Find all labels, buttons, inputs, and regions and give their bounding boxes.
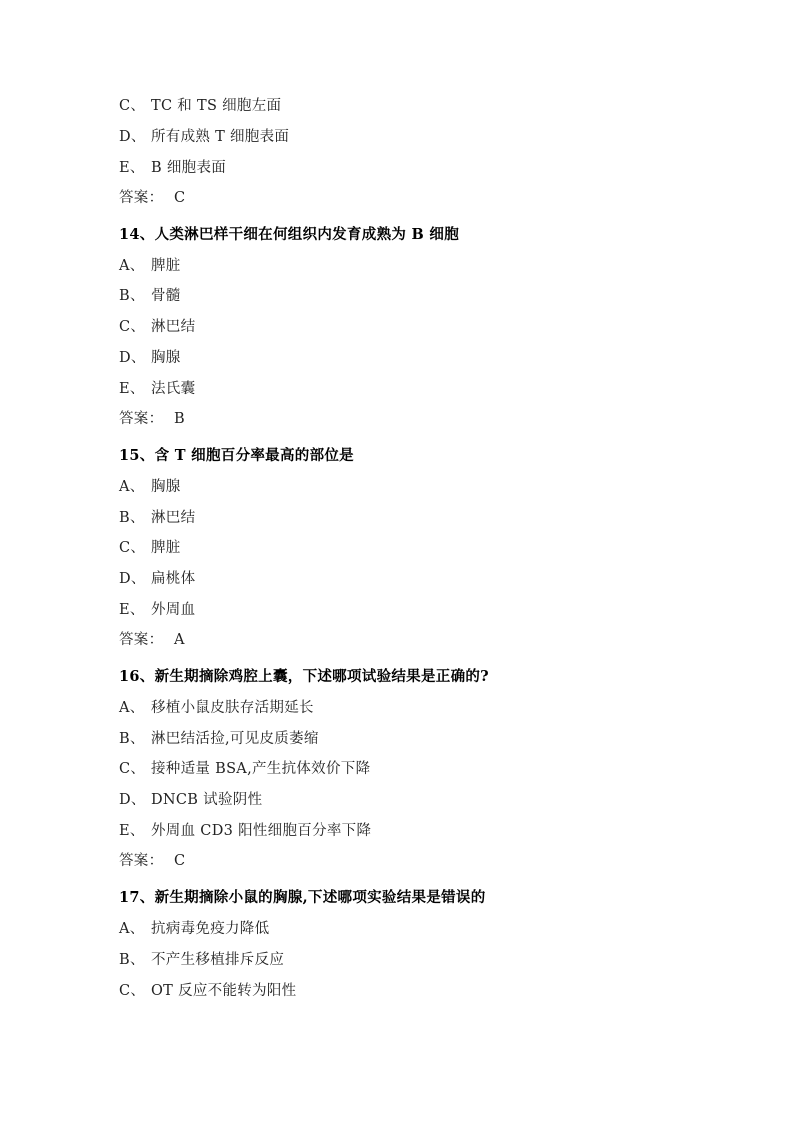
option-label: A、 [119, 921, 145, 937]
answer-text: C [174, 190, 186, 206]
option-label: B、 [119, 952, 145, 968]
question-heading: 15、含 T 细胞百分率最高的部位是 [119, 447, 354, 464]
option-label: E、 [119, 823, 145, 839]
option-label: E、 [119, 381, 145, 397]
answer-text: B [174, 411, 185, 427]
option-line [119, 818, 371, 844]
option-label: D、 [119, 792, 146, 808]
question-heading: 17、新生期摘除小鼠的胸腺,下述哪项实验结果是错误的 [119, 889, 486, 906]
answer-text: A [174, 632, 185, 648]
option-line [119, 314, 195, 340]
option-text: OT 反应不能转为阳性 [151, 983, 297, 999]
option-line [119, 155, 226, 181]
option-line [119, 253, 181, 279]
option-line [119, 787, 262, 813]
option-label: B、 [119, 288, 145, 304]
option-text: 骨髓 [151, 288, 181, 304]
option-text: 所有成熟 T 细胞表面 [151, 129, 290, 145]
answer-label: 答案： [119, 853, 164, 869]
option-label: D、 [119, 129, 146, 145]
option-line [119, 947, 284, 973]
option-label: E、 [119, 602, 145, 618]
option-line [119, 726, 319, 752]
option-line [119, 93, 281, 119]
answer-line [119, 627, 185, 653]
option-text: 抗病毒免疫力降低 [151, 921, 270, 937]
option-label: C、 [119, 540, 146, 556]
question-heading: 16、新生期摘除鸡腔上囊，下述哪项试验结果是正确的? [119, 668, 489, 685]
option-text: TC 和 TS 细胞左面 [151, 98, 282, 114]
answer-line [119, 406, 185, 432]
answer-label: 答案： [119, 632, 164, 648]
answer-line [119, 848, 185, 874]
option-label: E、 [119, 160, 145, 176]
option-line [119, 474, 181, 500]
option-line [119, 695, 314, 721]
option-label: A、 [119, 700, 145, 716]
option-label: D、 [119, 350, 146, 366]
option-text: 外周血 CD3 阳性细胞百分率下降 [151, 823, 372, 839]
option-line [119, 124, 289, 150]
option-label: B、 [119, 510, 145, 526]
option-label: A、 [119, 479, 145, 495]
answer-label: 答案： [119, 411, 164, 427]
option-line [119, 756, 370, 782]
option-label: C、 [119, 98, 146, 114]
option-line [119, 376, 195, 402]
option-text: B 细胞表面 [151, 160, 227, 176]
answer-label: 答案： [119, 190, 164, 206]
option-label: D、 [119, 571, 146, 587]
option-line [119, 505, 195, 531]
option-line [119, 597, 195, 623]
option-text: DNCB 试验阴性 [151, 792, 263, 808]
option-text: 不产生移植排斥反应 [151, 952, 285, 968]
option-line [119, 283, 181, 309]
option-line [119, 566, 195, 592]
option-label: C、 [119, 319, 146, 335]
option-label: C、 [119, 983, 146, 999]
option-text: 法氏囊 [151, 381, 196, 397]
answer-line [119, 185, 185, 211]
option-label: C、 [119, 761, 146, 777]
option-text: 胸腺 [151, 479, 181, 495]
option-text: 淋巴结 [151, 319, 196, 335]
question-heading: 14、人类淋巴样干细在何组织内发育成熟为 B 细胞 [119, 226, 460, 243]
option-text: 移植小鼠皮肤存活期延长 [151, 700, 314, 716]
option-line [119, 978, 296, 1004]
option-text: 接种适量 BSA,产生抗体效价下降 [151, 761, 371, 777]
option-line [119, 916, 269, 942]
option-text: 外周血 [151, 602, 196, 618]
option-text: 扁桃体 [151, 571, 196, 587]
option-text: 胸腺 [151, 350, 181, 366]
option-label: B、 [119, 731, 145, 747]
option-line [119, 345, 181, 371]
option-text: 脾脏 [151, 540, 181, 556]
option-text: 淋巴结 [151, 510, 196, 526]
option-line [119, 535, 181, 561]
answer-text: C [174, 853, 186, 869]
option-label: A、 [119, 258, 145, 274]
option-text: 淋巴结活捡,可见皮质萎缩 [151, 731, 319, 747]
option-text: 脾脏 [151, 258, 181, 274]
